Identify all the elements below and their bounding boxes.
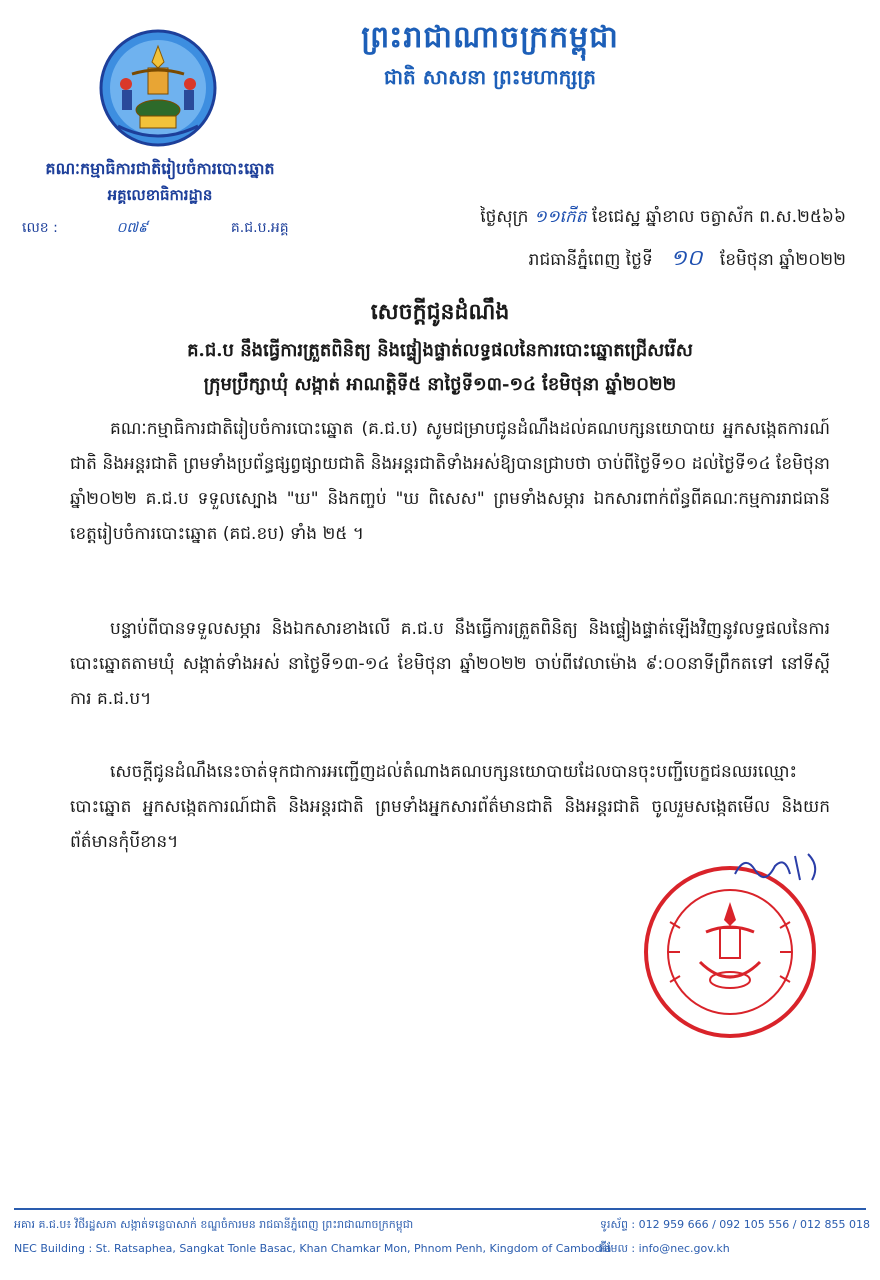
national-motto: ជាតិ សាសនា ព្រះមហាក្សត្រ (384, 65, 596, 89)
paragraph-1-text: គណៈកម្មាធិការជាតិរៀបចំការបោះឆ្នោត (គ.ជ.ប) សូមជម្រាបជូនដំណឹងដល់គណបក្សនយោបាយ អ្នកសង្កេតការណ៍ជាតិ និងអន្តរជាតិ ព្រមទាំងប្រព័ន្ធផ្សព្វផ្សាយជាតិ និងអន្តរជាតិទាំងអស់ឱ្យបានជ្រាបថា ចាប់ពីថ្ងៃទី១០ ដល់ថ្ងៃទី១៤ ខែមិថុនា ឆ្នាំ២០២២ គ.ជ.ប ទទួលស្បោង "ឃ" និងកញ្ចប់ "ឃ ពិសេស" ព្រមទាំងសម្ភារ ឯកសារពាក់ព័ន្ធពីគណៈកម្មការរាជធានី ខេត្តរៀបចំការបោះឆ្នោត (គជ.ខប) ទាំង ២៥ ។ (70, 419, 830, 544)
lunar-date-rest: ខែជេស្ឋ ឆ្នាំខាល ចត្វាស័ក ព.ស.២៥៦៦ (591, 207, 846, 227)
official-red-seal (640, 862, 820, 1042)
lunar-date-prefix: ថ្ងៃសុក្រ (480, 207, 529, 227)
solar-date-prefix: រាជធានីភ្នំពេញ ថ្ងៃទី (528, 250, 653, 270)
footer-divider (14, 1208, 866, 1210)
footer-email: អ៊ីមែល : info@nec.gov.kh (600, 1242, 730, 1255)
body-paragraph-3 (70, 755, 830, 860)
reference-number: ០៧៩ (116, 220, 148, 236)
footer-address-khmer: អគារ គ.ជ.ប៖ វិថីរដ្ឋសភា សង្កាត់ទន្លេបាសាក់ ខណ្ឌចំការមន រាជធានីភ្នំពេញ ព្រះរាជាណាចក្រកម្ពុជា (14, 1218, 414, 1231)
handwritten-signature (730, 846, 830, 886)
lunar-date-day: ១១កើត (533, 207, 587, 227)
department-name: អគ្គលេខាធិការដ្ឋាន (107, 186, 213, 204)
reference-label: លេខ : (22, 220, 58, 236)
body-paragraph-2 (70, 612, 830, 717)
organization-name: គណៈកម្មាធិការជាតិរៀបចំការបោះឆ្នោត (45, 159, 275, 178)
kingdom-title: ព្រះរាជាណាចក្រកម្ពុជា (361, 20, 619, 55)
solar-date-day: ១០ (670, 246, 703, 271)
notice-title: សេចក្តីជូនដំណឹង (370, 299, 510, 325)
paragraph-3-text: សេចក្តីជូនដំណឹងនេះចាត់ទុកជាការអញ្ជើញដល់តំណាងគណបក្សនយោបាយដែលបានចុះបញ្ជីបេក្ខជនឈរឈ្មោះបោះឆ្នោត អ្នកសង្កេតការណ៍ជាតិ និងអន្តរជាតិ ព្រមទាំងអ្នកសារព័ត៌មានជាតិ និងអន្តរជាតិ ចូលរួមសង្កេតមើល និងយកព័ត៌មានកុំបីខាន។ (70, 762, 830, 852)
reference-number-row (22, 218, 322, 239)
body-paragraph-1 (70, 412, 830, 552)
paragraph-2-text: បន្ទាប់ពីបានទទួលសម្ភារ និងឯកសារខាងលើ គ.ជ.ប នឹងធ្វើការត្រួតពិនិត្យ និងផ្ទៀងផ្ទាត់ឡើងវិញនូវលទ្ធផលនៃការបោះឆ្នោតតាមឃុំ សង្កាត់ទាំងអស់ នាថ្ងៃទី១៣-១៤ ខែមិថុនា ឆ្នាំ២០២២ ចាប់ពីវេលាម៉ោង ៩:០០នាទីព្រឹកតទៅ នៅទីស្តីការ គ.ជ.ប។ (70, 619, 830, 709)
nec-emblem-logo (98, 28, 218, 148)
notice-subtitle-line2: ក្រុមប្រឹក្សាឃុំ សង្កាត់ អាណត្តិទី៥ នាថ្ងៃទី១៣-១៤ ខែមិថុនា ឆ្នាំ២០២២ (203, 374, 677, 395)
notice-subtitle-line1: គ.ជ.ប នឹងធ្វើការត្រួតពិនិត្យ និងផ្ទៀងផ្ទាត់លទ្ធផលនៃការបោះឆ្នោតជ្រើសរើស (187, 340, 693, 361)
reference-suffix: គ.ជ.ប.អគ្គ (230, 220, 289, 236)
footer-phone: ទូរស័ព្ទ : 012 959 666 / 092 105 556 / 012 855 018 (600, 1218, 870, 1231)
lunar-date-line (356, 206, 846, 231)
solar-date-line (356, 244, 846, 276)
footer-address-english: NEC Building : St. Ratsaphea, Sangkat Tonle Basac, Khan Chamkar Mon, Phnom Penh, Kingdom of Cambodia (14, 1242, 612, 1255)
solar-date-rest: ខែមិថុនា ឆ្នាំ២០២២ (719, 250, 846, 270)
